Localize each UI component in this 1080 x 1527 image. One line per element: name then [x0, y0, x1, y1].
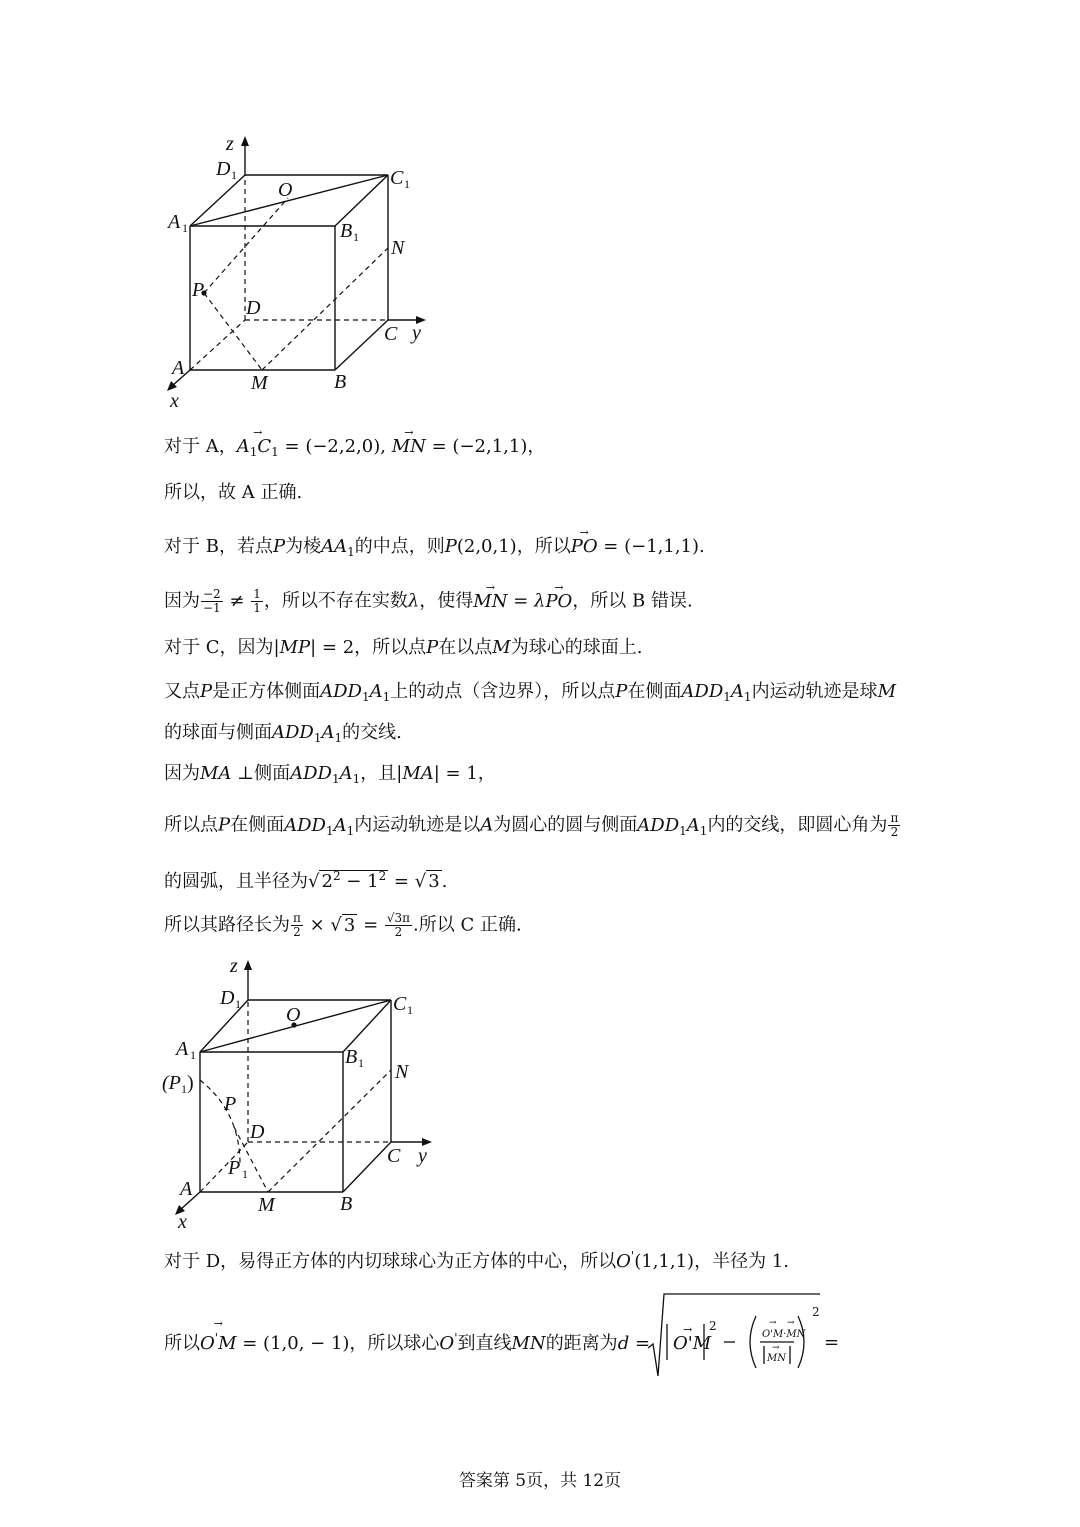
label-a: A [172, 357, 185, 379]
svg-text:2: 2 [812, 1305, 820, 1319]
edge-b1-c1 [343, 1000, 391, 1052]
svg-text:1: 1 [182, 221, 188, 235]
svg-text:→: → [772, 1343, 780, 1353]
svg-text:→: → [683, 1323, 693, 1336]
label-n: N [395, 1061, 409, 1083]
label-b1: B [345, 1046, 358, 1068]
label-d: D [250, 1121, 265, 1143]
label-c1: C [393, 993, 407, 1015]
label-b1: B [340, 220, 353, 242]
svg-text:1: 1 [190, 1048, 196, 1062]
svg-text:O'M·MN: O'M·MN [762, 1329, 806, 1340]
label-d1: D [220, 987, 235, 1009]
line-a-conclusion: 所以，故 A 正确. [164, 482, 303, 503]
distance-formula [644, 1286, 844, 1382]
label-x: x [178, 1211, 187, 1233]
label-b: B [340, 1193, 353, 1215]
edge-b-c [343, 1142, 391, 1192]
svg-text:2: 2 [709, 1319, 717, 1333]
line-option-a: 对于 A，→ $A_1C_1 = (-2,2,0)$, → MN = (−2,1,1)， [164, 435, 545, 464]
label-d1: D [216, 158, 231, 180]
label-b: B [334, 371, 347, 393]
label-c: C [384, 323, 398, 345]
label-m: M [258, 1194, 275, 1216]
line-c-2: 又点P是正方体侧面$ADD_1A_1$上的动点（含边界），所以点P在侧面$ADD_1A_1$内运动轨迹是球M [164, 681, 896, 704]
label-p1-paren: (P [162, 1072, 181, 1094]
hidden-a-d [200, 1142, 248, 1192]
svg-text:1: 1 [231, 168, 237, 182]
label-m: M [251, 372, 268, 394]
line-option-b: 对于 B，若点P为棱$AA_1$的中点，则P(2,0,1)，所以→ PO = (−1,1,1). [164, 535, 705, 564]
label-a1: A [168, 211, 181, 233]
svg-text:): ) [187, 1072, 194, 1094]
cube-figure-2 [158, 952, 448, 1237]
label-z: z [230, 955, 238, 977]
label-n: N [391, 237, 405, 259]
label-p: P [192, 279, 205, 301]
page-footer: 答案第 5页，共 12页 [458, 1471, 622, 1491]
label-a: A [180, 1178, 193, 1200]
line-c-6: 的圆弧，且半径为√ $2^2 - 1^2$ = √ 3 . [164, 869, 448, 892]
svg-text:1: 1 [407, 1003, 413, 1017]
svg-text:→: → [787, 1318, 795, 1328]
cube-figure-1 [160, 130, 450, 415]
line-c-5: 所以点P在侧面$ADD_1A_1$内运动轨迹是以A为圆心的圆与侧面$ADD_1A_1$内的交线，即圆心角为 $\frac{\pi}{2}$ [164, 811, 899, 839]
z-arrow [244, 960, 252, 970]
label-x: x [170, 390, 179, 412]
line-option-c: 对于 C，因为|MP| = 2，所以点P在以点M为球心的球面上. [164, 637, 643, 658]
svg-text:1: 1 [358, 1056, 364, 1070]
hidden-a-d [190, 320, 245, 370]
svg-text:1: 1 [353, 230, 359, 244]
svg-text:→: → [769, 1318, 777, 1328]
line-c-3: 的球面与侧面$ADD_1A_1$的交线. [164, 722, 402, 745]
label-o: O [286, 1004, 301, 1026]
label-z: z [226, 133, 234, 155]
line-b-reason: 因为 $\frac{-2}{-1}$ ≠ $\frac{1}{1}$ ，所以不存在实数λ，使得→ MN = λ→ PO，所以 B 错误. [164, 588, 693, 615]
line-c-7: 所以其路径长为 $\frac{\pi}{2}$ × √ 3 = $\frac{√3\pi}{2}$ .所以 C 正确. [164, 911, 522, 939]
svg-text:1: 1 [404, 177, 410, 191]
label-o: O [278, 179, 293, 201]
label-a1: A [176, 1038, 189, 1060]
z-arrow [241, 136, 249, 146]
seg-m-n [262, 248, 388, 370]
line-d-distance: 所以→ O'M = (1,0, − 1)，所以球心O'到直线MN的距离为d = [164, 1326, 650, 1356]
edge-b1-c1 [335, 175, 388, 226]
label-d: D [246, 297, 261, 319]
label-p1: P [228, 1157, 241, 1179]
label-y: y [412, 322, 421, 344]
label-p: P [224, 1093, 237, 1115]
line-option-d: 对于 D，易得正方体的内切球球心为正方体的中心，所以O'(1,1,1)，半径为 1. [164, 1249, 789, 1272]
line-c-4: 因为MA ⊥侧面$ADD_1A_1$，且|MA| = 1， [164, 763, 496, 786]
svg-text:1: 1 [242, 1167, 248, 1181]
svg-text:=: = [824, 1332, 840, 1353]
label-c: C [387, 1145, 401, 1167]
label-c1: C [390, 167, 404, 189]
seg-m-n [268, 1070, 391, 1192]
svg-text:MN: MN [767, 1353, 786, 1364]
label-y: y [418, 1145, 427, 1167]
svg-text:1: 1 [235, 997, 241, 1011]
edge-b-c [335, 320, 388, 370]
svg-text:O'M: O'M [673, 1333, 712, 1354]
svg-text:1: 1 [181, 1082, 187, 1096]
